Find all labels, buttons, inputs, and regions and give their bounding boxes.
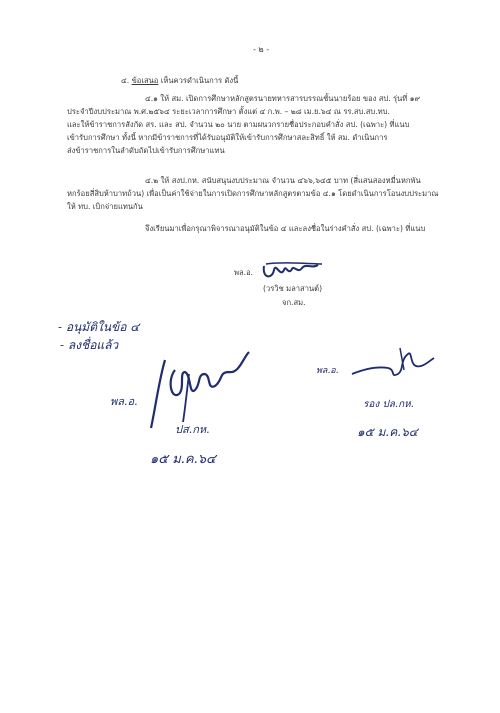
handwritten-approval-2: - ลงชื่อแล้ว (60, 338, 119, 352)
item-4-2-first-line: ๔.๒ ให้ สงป.กห. สนับสนุนงบประมาณ จำนวน ๔๖๖,๖๔๕ บาท (สี่แสนสองหมื่นหกพัน (145, 176, 421, 185)
section-intro: เห็นควรดำเนินการ ดังนี้ (160, 76, 239, 85)
handwritten-left-date: ๑๕ ม.ค.๖๔ (150, 452, 216, 467)
item-4-1-line: และให้ข้าราชการสังกัด สร. และ สป. จำนวน ๒๐ นาย ตามผนวกรายชื่อประกอบคำสั่ง สป. (เฉพาะ) ที่แนบ (67, 120, 410, 129)
page-number: - ๒ - (253, 45, 270, 54)
signer-name: (วรวิช มลาสานต์) (263, 284, 323, 293)
signer-position: จก.สม. (282, 298, 306, 307)
section-number: ๔. (121, 76, 130, 85)
section-heading (121, 76, 238, 86)
right-small-signature (350, 344, 440, 384)
handwritten-approval-1: - อนุมัติในข้อ ๔ (58, 320, 140, 334)
handwritten-left-position: ปส.กห. (175, 423, 210, 436)
item-4-1-line: เข้ารับการศึกษา ทั้งนี้ หากมีข้าราชการที่ได้รับอนุมัติให้เข้ารับการศึกษาสละสิทธิ์ ให้ สม. ดำเนินการ (67, 133, 388, 142)
handwritten-right-date: ๑๕ ม.ค.๖๔ (357, 425, 418, 439)
closing-paragraph: จึงเรียนมาเพื่อกรุณาพิจารณาอนุมัติในข้อ ๔ และลงชื่อในร่างคำสั่ง สป. (เฉพาะ) ที่แนบ (145, 224, 426, 233)
item-4-2-line: ให้ ทบ. เบิกจ่ายแทนกัน (67, 202, 143, 211)
item-4-1-line: ส่งข้าราชการในลำดับถัดไปเข้ารับการศึกษาแทน (67, 146, 225, 155)
handwritten-right-rank: พล.อ. (316, 366, 339, 376)
section-title: ข้อเสนอ (131, 76, 159, 85)
signer-rank: พล.อ. (234, 268, 254, 277)
handwritten-right-position: รอง ปล.กห. (363, 399, 414, 410)
item-4-1-line: ประจำปีงบประมาณ พ.ศ.๒๕๖๔ ระยะเวลาการศึกษา ตั้งแต่ ๔ ก.พ. – ๒๘ เม.ย.๖๔ ณ รร.สบ.สบ.ทบ. (67, 107, 390, 116)
handwritten-left-rank: พล.อ. (110, 395, 138, 408)
left-large-signature (145, 350, 265, 430)
signer-signature (258, 260, 328, 282)
item-4-1-first-line: ๔.๑ ให้ สม. เปิดการศึกษาหลักสูตรนายทหารสารบรรณชั้นนายร้อย ของ สป. รุ่นที่ ๑๙ (145, 94, 421, 103)
item-4-2-line: หกร้อยสี่สิบห้าบาทถ้วน) เพื่อเป็นค่าใช้จ่ายในการเปิดการศึกษาหลักสูตรตามข้อ ๔.๑ โดยดำเนินการโอนงบประมาณ (67, 189, 439, 198)
